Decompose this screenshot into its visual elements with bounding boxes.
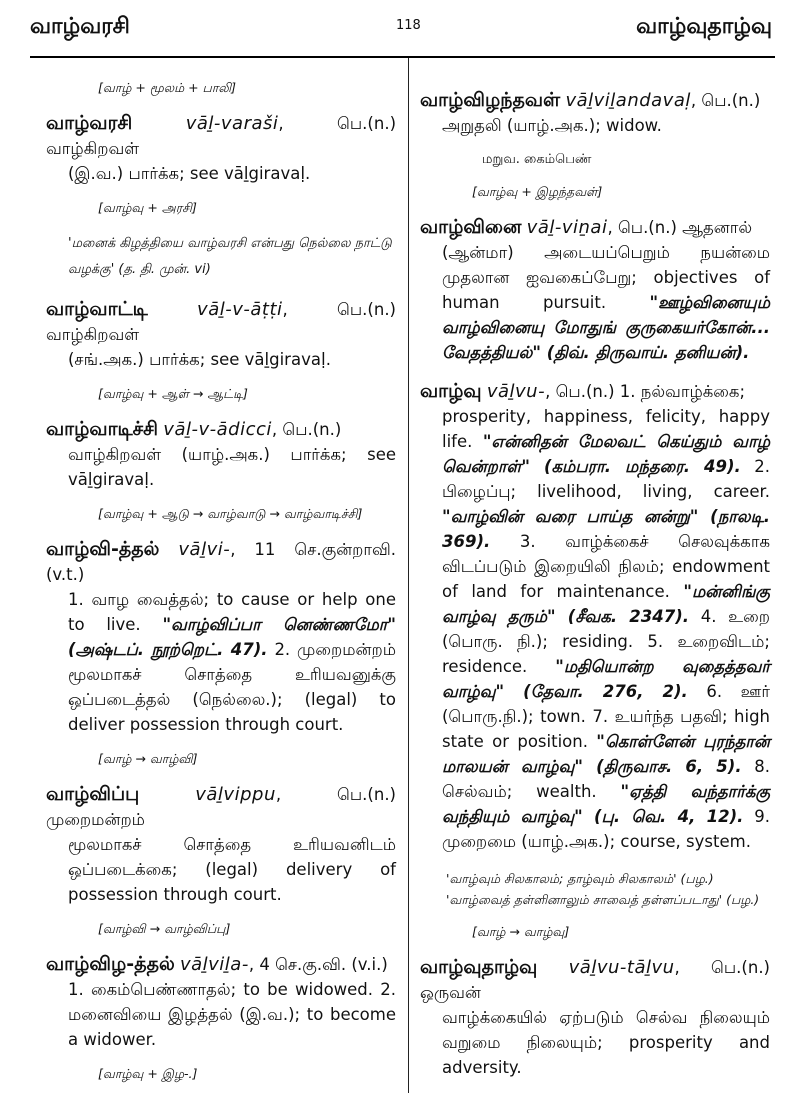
right-column: [420, 88, 770, 1094]
definition-sense: 6. ஊர் (பொரு.நி.); town. 7. உயர்ந்த பதவி; high state or position.: [442, 682, 770, 751]
headword: வாழ்வரசி: [46, 112, 133, 134]
definition: [46, 587, 396, 737]
transliteration: vāḻvippu: [195, 784, 276, 805]
dictionary-entry: [420, 88, 770, 138]
transliteration: vāḻviḻa-: [179, 954, 249, 975]
definition-sense: 1. வாழ வைத்தல்; to cause or help one to live.: [68, 590, 396, 634]
grammar-gloss: , பெ.(n.) வாழ்கிறவள்: [46, 114, 397, 158]
quotation: "மன்னிங்கு வாழ்வு தரும்" (சீவக. 2347).: [442, 582, 770, 626]
proverb-line: 'வாழ்வும் சிலகாலம்; தாழ்வும் சிலகாலம்' (பழ.): [446, 871, 714, 886]
page-number: 118: [396, 18, 421, 33]
dictionary-entry: [46, 297, 396, 372]
headword: வாழ்வாடிச்சி: [46, 418, 159, 440]
definition-sense: 2. முறைமன்றம் மூலமாகச் சொத்தை உரியவனுக்கு ஒப்படைத்தல் (நெல்லை.); (legal) to deliver possession through court.: [68, 640, 396, 734]
transliteration: vāḻ-viṉai: [526, 217, 608, 238]
transliteration: vāḻviḻandavaḷ: [565, 90, 691, 111]
column-divider: [408, 58, 409, 1093]
headword: வாழ்வாட்டி: [46, 298, 148, 320]
citation: 'மனைக் கிழத்தியை வாழ்வரசி என்பது நெல்லை நாட்டு வழக்கு' (த. தி. முன். vi): [68, 236, 392, 277]
grammar-gloss: , பெ.(n.) ஒருவன்: [420, 958, 770, 1002]
headword: வாழ்வி-த்தல்: [46, 538, 160, 560]
grammar-gloss: , பெ.(n.) வாழ்கிறவள்: [46, 300, 396, 344]
quotation: "மதியொன்ற வுதைத்தவர் வாழ்வு" (தேவா. 276, 2).: [442, 657, 770, 701]
transliteration: vāḻvu-: [486, 381, 546, 402]
etymology: [வாழ்வி → வாழ்விப்பு]: [98, 921, 231, 936]
definition-sense: (ஆன்மா) அடையப்பெறும் நயன்மை முதலான ஐவகைப்பேறு; objectives of human pursuit.: [442, 243, 770, 312]
left-column: [46, 80, 396, 1097]
grammar-gloss: , பெ.(n.): [690, 91, 761, 110]
definition: அறுதலி (யாழ்.அக.); widow.: [442, 116, 662, 135]
dictionary-entry: [46, 782, 396, 907]
headword: வாழ்விப்பு: [46, 783, 140, 805]
headword: வாழ்வினை: [420, 216, 522, 238]
definition: [420, 404, 770, 854]
left-guide-word: வாழ்வரசி: [30, 14, 130, 39]
definition-sense: 8. செல்வம்; wealth.: [442, 757, 770, 801]
headword: வாழ்வுதாழ்வு: [420, 956, 538, 978]
proverbs: [420, 868, 770, 910]
dictionary-entry: [46, 537, 396, 737]
definition: மூலமாகச் சொத்தை உரியவனிடம் ஒப்படைக்கை; (legal) delivery of possession through court.: [68, 835, 396, 904]
quotation: "ஊழ்வினையும் வாழ்வினையு மோதுங் குருகையர்கோன்... வேதத்தியல்" (திவ். திருவாய். தனியன்).: [442, 293, 770, 362]
definition: [420, 240, 770, 365]
proverb-line: 'வாழ்வைத் தள்ளினாலும் சாவைத் தள்ளப்படாது' (பழ.): [446, 892, 760, 907]
grammar-gloss: , 11 செ.குன்றாவி. (v.t.): [46, 540, 397, 584]
synonym-note: மறுவ. கைம்பெண்: [482, 152, 592, 167]
headword: வாழ்வு: [420, 380, 482, 402]
dictionary-entry: [46, 952, 396, 1052]
definition-sense: 4. உறை (பொரு. நி.); residing. 5. உறைவிடம்; residence.: [442, 607, 770, 676]
definition-sense: 2. பிழைப்பு; livelihood, living, career.: [442, 457, 770, 501]
etymology: [வாழ்வு + இழ-.]: [98, 1066, 198, 1081]
grammar-gloss: , 4 செ.கு.வி. (v.i.): [248, 955, 388, 974]
definition-sense: 9. முறைமை (யாழ்.அக.); course, system.: [442, 807, 770, 851]
quotation: "ஏத்தி வந்தார்க்கு வந்தியும் வாழ்வு" (பு. வெ. 4, 12).: [442, 782, 771, 826]
transliteration: vāḻvi-: [178, 539, 231, 560]
quotation: "கொள்ளேன் புரந்தான் மாலயன் வாழ்வு" (திருவாச. 6, 5).: [442, 732, 770, 776]
etymology: [வாழ் → வாழ்வு]: [472, 924, 570, 939]
transliteration: vāḻ-v-ādicci: [163, 419, 272, 440]
quotation: "வாழ்விப்பா னெண்ணமோ" (அஷ்டப். நூற்றெட். 47).: [68, 615, 397, 659]
dictionary-entry: [420, 379, 770, 854]
transliteration: vāḻ-varaši: [185, 113, 279, 134]
definition: 1. கைம்பெண்ணாதல்; to be widowed. 2. மனைவியை இழத்தல் (இ.வ.); to become a widower.: [68, 980, 396, 1049]
dictionary-entry: [420, 215, 770, 365]
etymology: [வாழ்வு + ஆள் → ஆட்டி]: [98, 386, 248, 401]
transliteration: vāḻ-v-āṭṭi: [197, 299, 283, 320]
headword: வாழ்விழந்தவள்: [420, 89, 561, 111]
definition: (சங்.அக.) பார்க்க; see vāḻgiravaḷ.: [68, 350, 331, 369]
quotation: "என்னிதன் மேலவட் கெய்தும் வாழ் வென்றாள்" (கம்பரா. மந்தரை. 49).: [442, 432, 770, 476]
etymology: [வாழ் + மூலம் + பாலி]: [98, 80, 236, 95]
grammar-gloss: , பெ.(n.) 1. நல்வாழ்க்கை;: [545, 382, 746, 401]
definition-sense: 3. வாழ்க்கைச் செலவுக்காக விடப்படும் இறையிலி நிலம்; endowment of land for maintenance.: [442, 532, 771, 601]
definition: (இ.வ.) பார்க்க; see vāḻgiravaḷ.: [68, 164, 311, 183]
dictionary-entry: [46, 417, 396, 492]
etymology: [வாழ் → வாழ்வி]: [98, 751, 198, 766]
dictionary-entry: [46, 111, 396, 186]
quotation: "வாழ்வின் வரை பாய்த னன்று" (நாலடி. 369).: [442, 507, 770, 551]
right-guide-word: வாழ்வுதாழ்வு: [636, 14, 772, 39]
header-rule: [30, 56, 775, 58]
grammar-gloss: , பெ.(n.) முறைமன்றம்: [46, 785, 396, 829]
headword: வாழ்விழ-த்தல்: [46, 953, 175, 975]
transliteration: vāḻvu-tāḻvu: [568, 957, 675, 978]
etymology: [வாழ்வு + ஆடு → வாழ்வாடு → வாழ்வாடிச்சி]: [98, 506, 363, 521]
grammar-gloss: , பெ.(n.): [271, 420, 342, 439]
etymology: [வாழ்வு + அரசி]: [98, 200, 197, 215]
grammar-gloss: , பெ.(n.) ஆதனால்: [607, 218, 753, 237]
etymology: [வாழ்வு + இழந்தவள்]: [472, 184, 603, 199]
page-header: [0, 0, 800, 60]
definition: வாழ்க்கையில் ஏற்படும் செல்வ நிலையும் வறுமை நிலையும்; prosperity and adversity.: [442, 1008, 770, 1077]
definition: வாழ்கிறவள் (யாழ்.அக.) பார்க்க; see vāḻgiravaḷ.: [68, 445, 396, 489]
dictionary-entry: [420, 955, 770, 1080]
definition-sense: prosperity, happiness, felicity, happy life.: [442, 407, 770, 451]
